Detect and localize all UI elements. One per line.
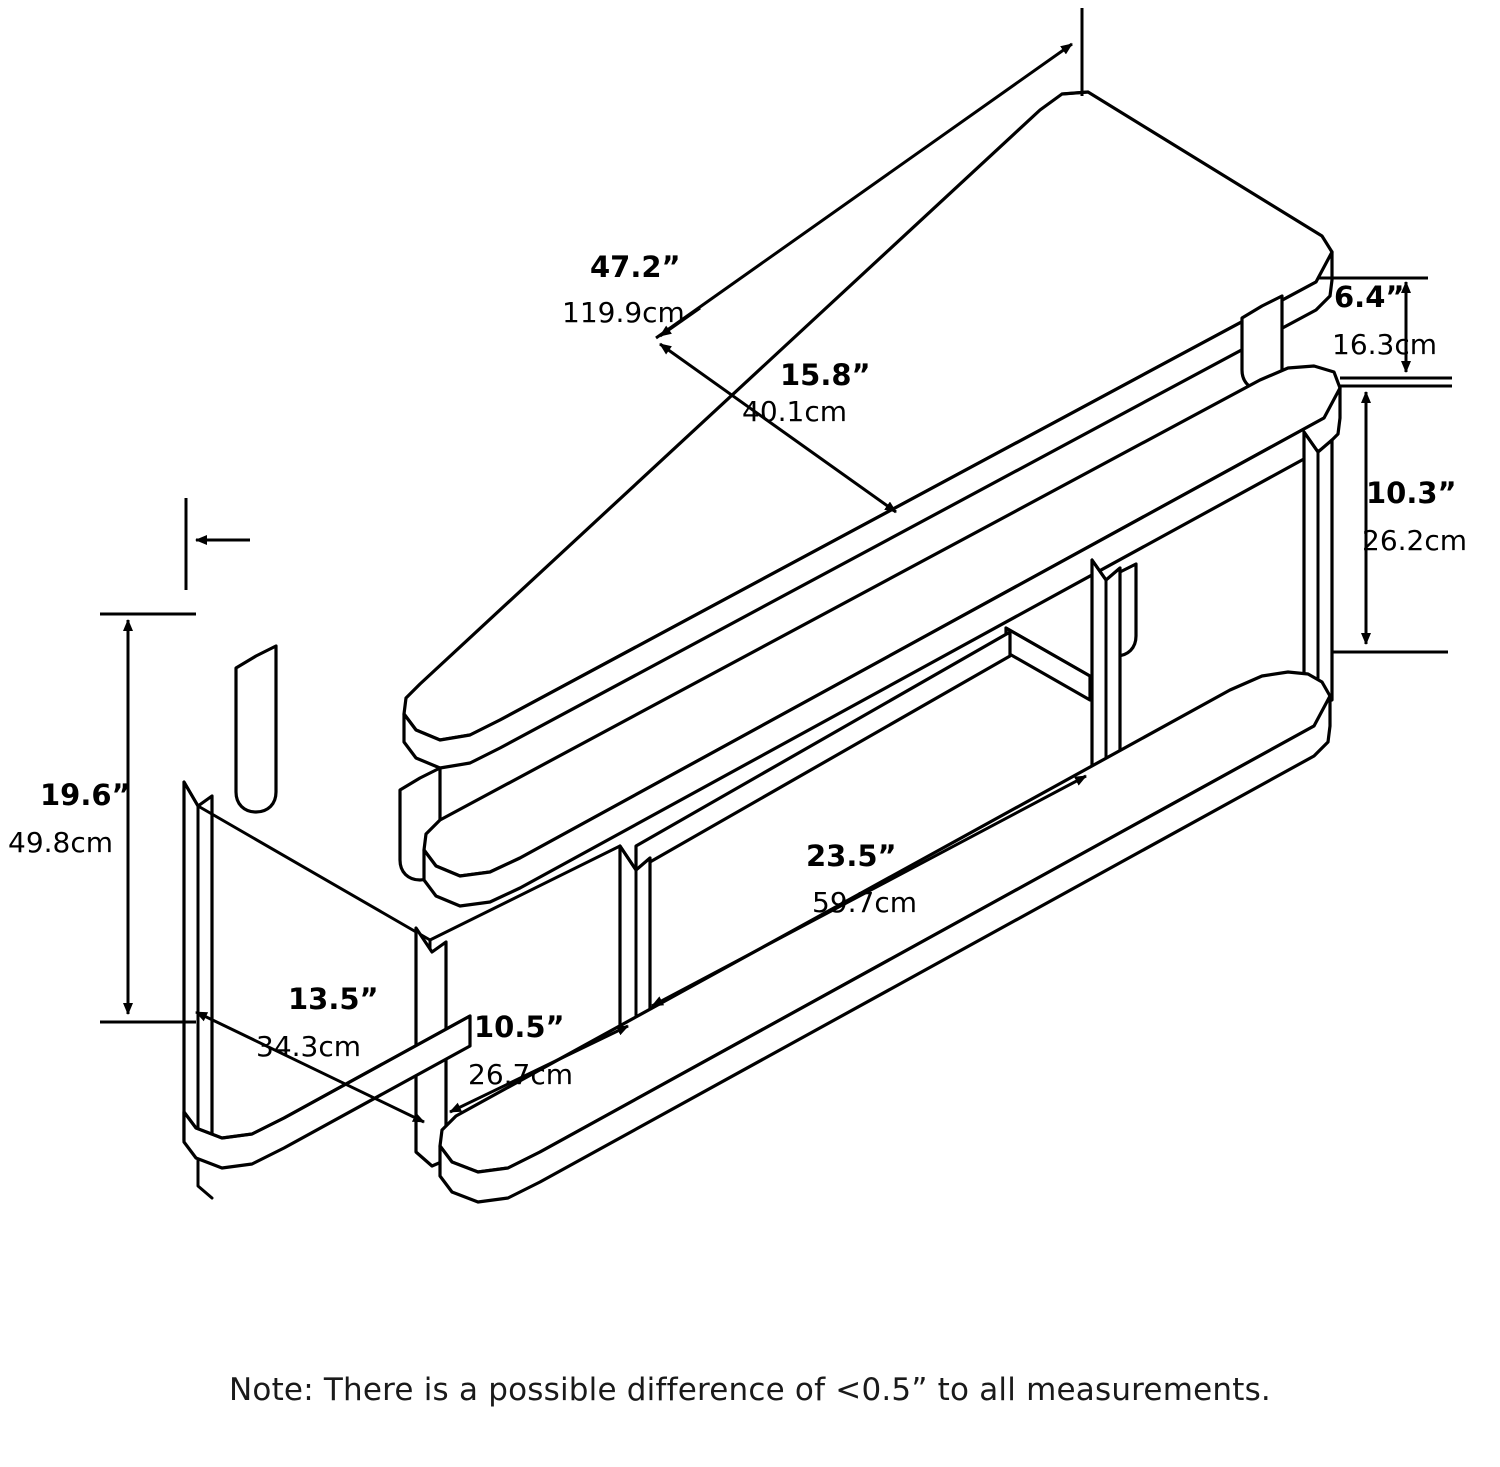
dim-overall-height (8, 778, 131, 859)
dim-overall-width (562, 250, 685, 329)
dim-lower-tier-height (1362, 476, 1467, 557)
dim-center-compartment (468, 1010, 573, 1091)
dim-center-compartment-cm: 26.7cm (468, 1058, 574, 1091)
dim-top-depth-in: 15.8” (780, 358, 871, 392)
dim-top-tier-height (1332, 280, 1437, 361)
dim-left-compartment-in: 13.5” (288, 982, 379, 1016)
dim-overall-width-in: 47.2” (590, 250, 681, 284)
dim-top-tier-height-in: 6.4” (1334, 280, 1405, 314)
dim-lower-tier-height-in: 10.3” (1366, 476, 1457, 510)
dim-left-compartment-cm: 34.3cm (256, 1030, 362, 1063)
dim-right-compartment-cm: 59.7cm (812, 886, 918, 919)
dim-center-compartment-in: 10.5” (474, 1010, 565, 1044)
dim-overall-height-cm: 49.8cm (8, 826, 114, 859)
dim-left-compartment (256, 982, 379, 1063)
dim-right-compartment-in: 23.5” (806, 839, 897, 873)
dim-overall-width-cm: 119.9cm (562, 296, 685, 329)
dim-overall-height-in: 19.6” (40, 778, 131, 812)
dim-lower-tier-height-cm: 26.2cm (1362, 524, 1468, 557)
dim-top-depth-cm: 40.1cm (742, 395, 848, 428)
dim-top-tier-height-cm: 16.3cm (1332, 328, 1438, 361)
measurement-note: Note: There is a possible difference of <0.5” to all measurements. (229, 1372, 1271, 1408)
